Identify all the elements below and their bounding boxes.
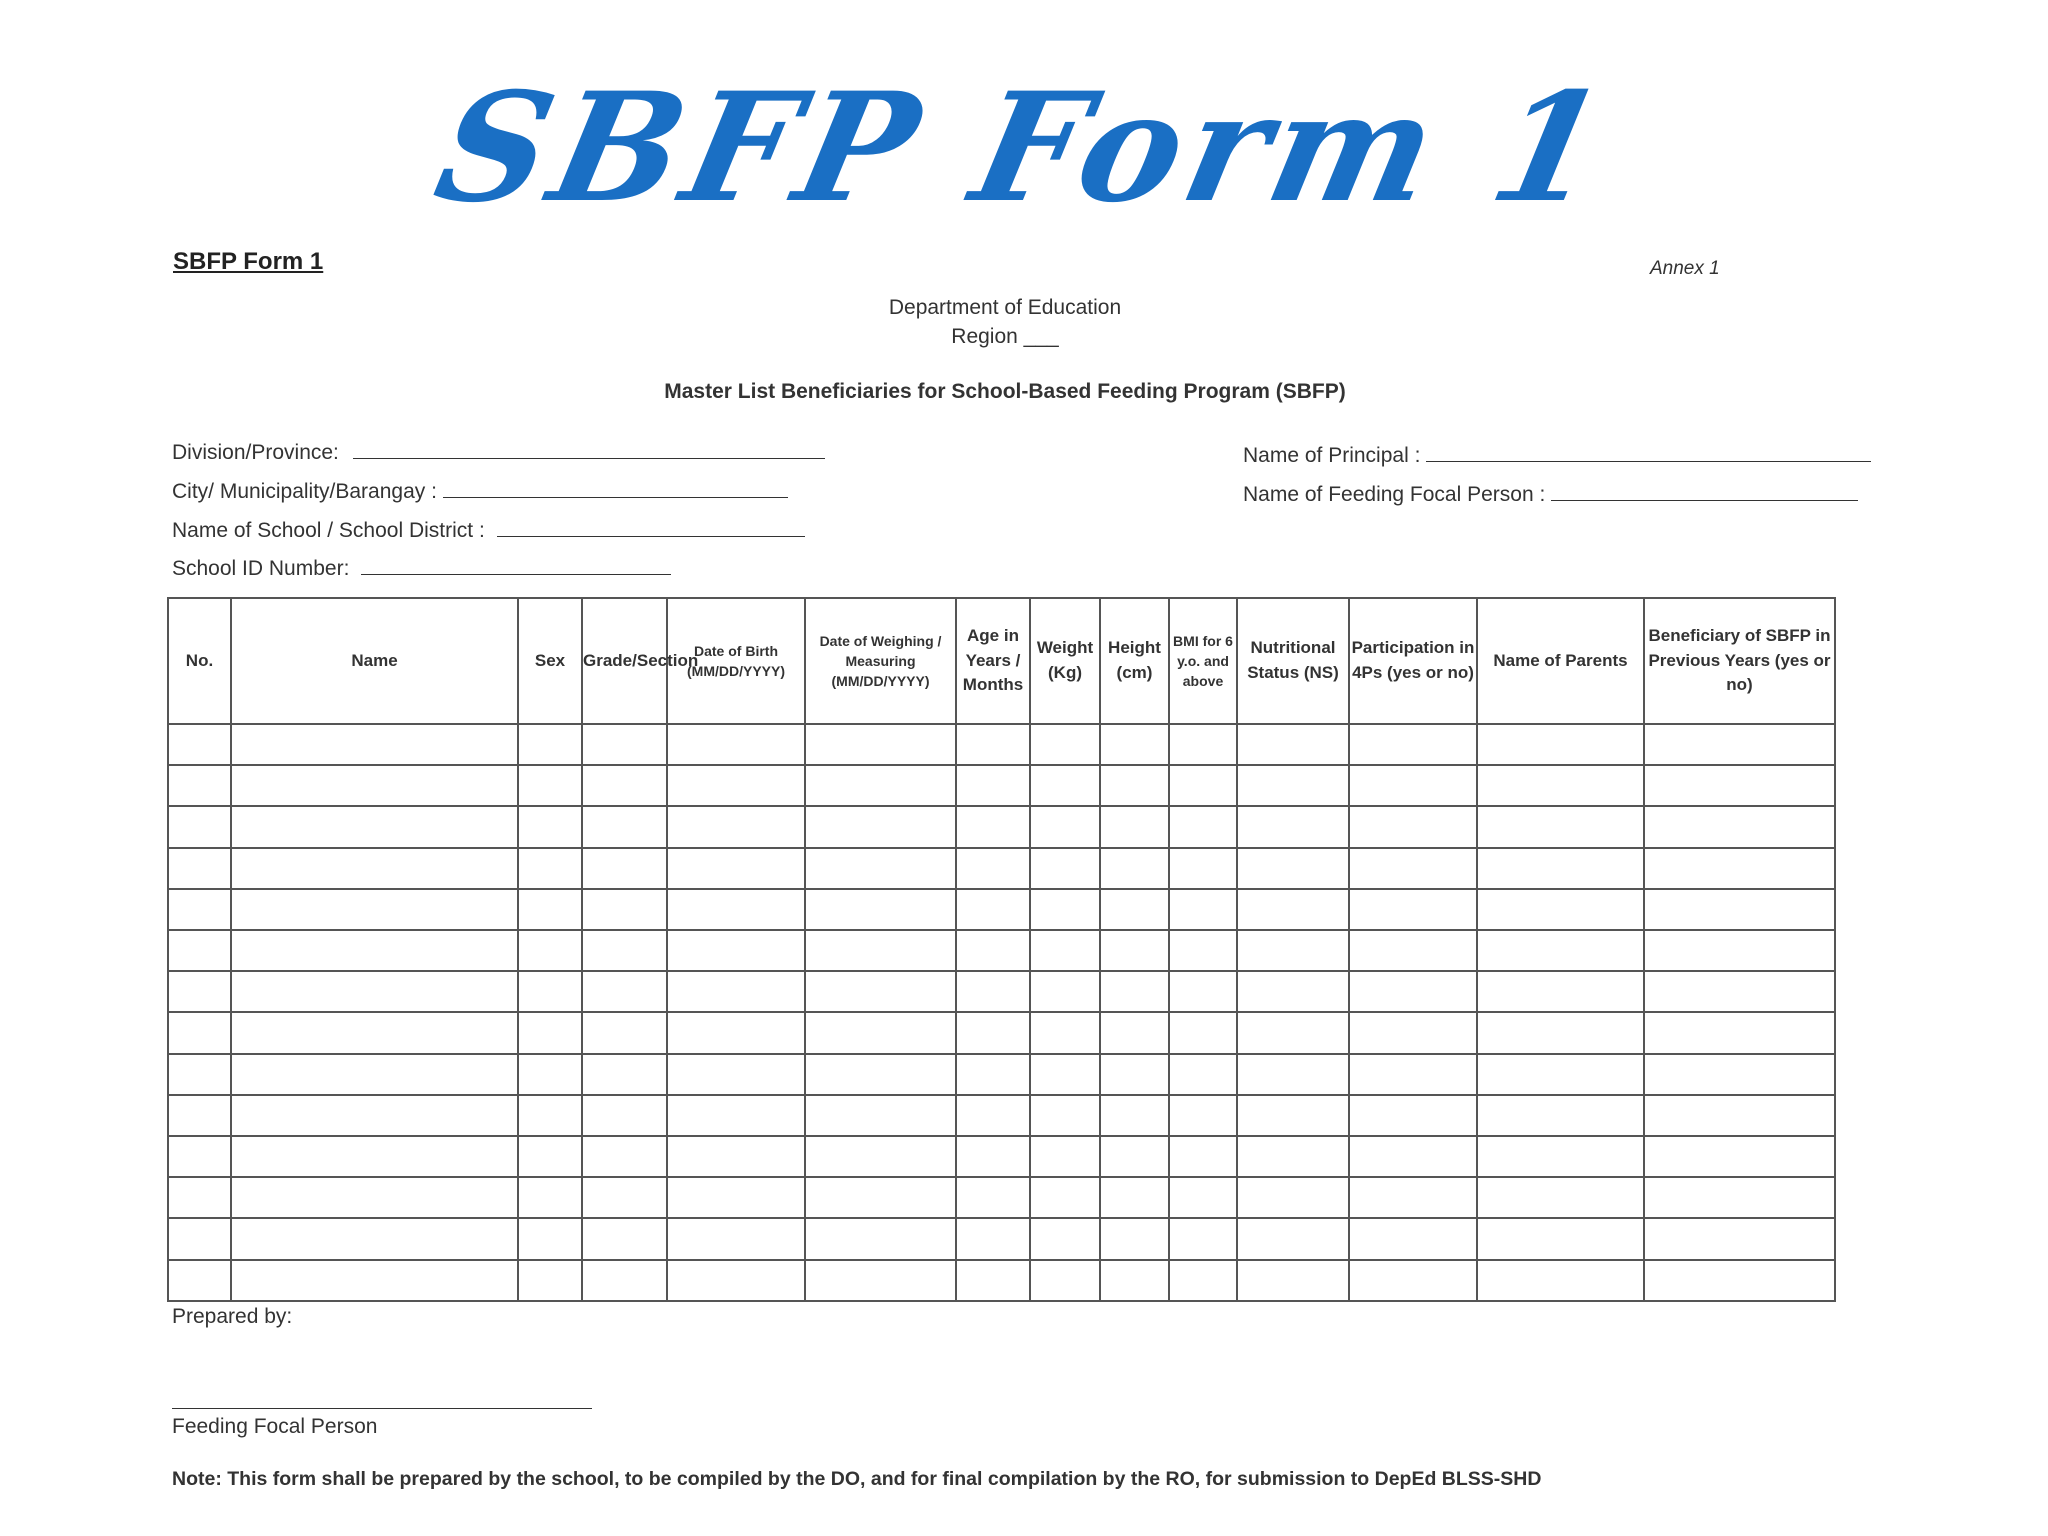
table-cell[interactable]: [1100, 1095, 1169, 1136]
table-cell[interactable]: [1644, 1054, 1835, 1095]
table-cell[interactable]: [231, 1177, 518, 1218]
header-parents: Name of Parents: [1477, 598, 1644, 724]
table-cell[interactable]: [667, 1218, 805, 1259]
table-cell[interactable]: [1349, 1260, 1477, 1301]
table-cell[interactable]: [1169, 1218, 1237, 1259]
table-cell[interactable]: [518, 1054, 582, 1095]
table-cell[interactable]: [1100, 1260, 1169, 1301]
footer-note: Note: This form shall be prepared by the school, to be compiled by the DO, and for final compilation by the RO, for submission to DepEd BLSS-SHD: [172, 1468, 1542, 1490]
table-cell[interactable]: [1644, 971, 1835, 1012]
table-cell[interactable]: [1349, 806, 1477, 847]
table-cell[interactable]: [231, 1054, 518, 1095]
table-row: [168, 930, 1835, 971]
table-cell[interactable]: [667, 930, 805, 971]
table-cell[interactable]: [168, 930, 231, 971]
table-row: [168, 1260, 1835, 1301]
table-cell[interactable]: [1477, 1218, 1644, 1259]
table-cell[interactable]: [956, 930, 1030, 971]
table-cell[interactable]: [168, 1177, 231, 1218]
table-cell[interactable]: [582, 806, 667, 847]
table-cell[interactable]: [805, 1012, 956, 1053]
table-cell[interactable]: [1169, 724, 1237, 765]
table-cell[interactable]: [1237, 1012, 1349, 1053]
table-cell[interactable]: [956, 765, 1030, 806]
field-division: [172, 440, 825, 465]
table-cell[interactable]: [1644, 1012, 1835, 1053]
table-cell[interactable]: [1100, 1012, 1169, 1053]
table-cell[interactable]: [231, 930, 518, 971]
table-cell[interactable]: [667, 889, 805, 930]
header-grade-section: Grade/Section: [582, 598, 667, 724]
table-cell[interactable]: [1169, 971, 1237, 1012]
table-cell[interactable]: [168, 971, 231, 1012]
table-cell[interactable]: [667, 806, 805, 847]
table-cell[interactable]: [518, 806, 582, 847]
table-cell[interactable]: [1100, 724, 1169, 765]
table-cell[interactable]: [805, 889, 956, 930]
table-cell[interactable]: [667, 1136, 805, 1177]
table-cell[interactable]: [518, 889, 582, 930]
field-school-label: Name of School / School District :: [172, 519, 485, 542]
table-cell[interactable]: [956, 889, 1030, 930]
table-cell[interactable]: [168, 1136, 231, 1177]
table-cell[interactable]: [805, 1054, 956, 1095]
table-cell[interactable]: [1030, 724, 1100, 765]
table-cell[interactable]: [805, 1095, 956, 1136]
table-cell[interactable]: [1100, 1177, 1169, 1218]
table-cell[interactable]: [805, 765, 956, 806]
header-age: Age in Years / Months: [956, 598, 1030, 724]
table-cell[interactable]: [1100, 971, 1169, 1012]
table-cell[interactable]: [1169, 806, 1237, 847]
table-row: [168, 1136, 1835, 1177]
table-cell[interactable]: [667, 848, 805, 889]
table-row: [168, 724, 1835, 765]
table-cell[interactable]: [582, 1218, 667, 1259]
table-cell[interactable]: [1644, 889, 1835, 930]
table-cell[interactable]: [1477, 889, 1644, 930]
table-cell[interactable]: [667, 765, 805, 806]
beneficiaries-table: [167, 597, 1836, 1302]
header-sex: Sex: [518, 598, 582, 724]
table-cell[interactable]: [168, 848, 231, 889]
header-name: Name: [231, 598, 518, 724]
table-cell[interactable]: [1030, 1218, 1100, 1259]
field-focal-person-line: [1551, 482, 1858, 501]
table-cell[interactable]: [1477, 724, 1644, 765]
field-principal: [1243, 443, 1871, 468]
table-cell[interactable]: [518, 1177, 582, 1218]
table-cell[interactable]: [231, 806, 518, 847]
table-cell[interactable]: [1477, 848, 1644, 889]
table-cell[interactable]: [231, 1218, 518, 1259]
table-cell[interactable]: [168, 1260, 231, 1301]
header-nutritional-status: Nutritional Status (NS): [1237, 598, 1349, 724]
table-cell[interactable]: [582, 1136, 667, 1177]
table-cell[interactable]: [667, 1054, 805, 1095]
table-cell[interactable]: [1349, 724, 1477, 765]
table-cell[interactable]: [1169, 1136, 1237, 1177]
table-cell[interactable]: [956, 1012, 1030, 1053]
table-header-row: [168, 598, 1835, 724]
table-row: [168, 765, 1835, 806]
prepared-by-label: Prepared by:: [172, 1305, 293, 1328]
table-cell[interactable]: [1030, 806, 1100, 847]
table-cell[interactable]: [518, 1012, 582, 1053]
table-cell[interactable]: [956, 1136, 1030, 1177]
table-cell[interactable]: [1237, 724, 1349, 765]
department-name: Department of Education: [888, 296, 1122, 319]
table-cell[interactable]: [1030, 765, 1100, 806]
table-cell[interactable]: [582, 1095, 667, 1136]
table-cell[interactable]: [231, 848, 518, 889]
table-cell[interactable]: [168, 1012, 231, 1053]
table-cell[interactable]: [805, 1218, 956, 1259]
table-cell[interactable]: [805, 806, 956, 847]
form-label: SBFP Form 1: [173, 248, 324, 275]
field-city-line: [443, 479, 788, 498]
table-cell[interactable]: [1644, 724, 1835, 765]
field-focal-person: [1243, 482, 1858, 507]
table-cell[interactable]: [1030, 1136, 1100, 1177]
master-list-title: Master List Beneficiaries for School-Based Feeding Program (SBFP): [664, 380, 1346, 403]
table-cell[interactable]: [518, 848, 582, 889]
table-cell[interactable]: [1349, 1177, 1477, 1218]
table-cell[interactable]: [1237, 930, 1349, 971]
table-cell[interactable]: [1477, 1054, 1644, 1095]
field-city: [172, 479, 788, 504]
table-row: [168, 1177, 1835, 1218]
table-cell[interactable]: [956, 1177, 1030, 1218]
field-school-id-line: [361, 556, 671, 575]
table-cell[interactable]: [1169, 1095, 1237, 1136]
region-line: Region ___: [951, 325, 1059, 348]
table-row: [168, 1012, 1835, 1053]
field-focal-person-label: Name of Feeding Focal Person :: [1243, 483, 1546, 506]
table-cell[interactable]: [168, 724, 231, 765]
table-cell[interactable]: [1477, 1260, 1644, 1301]
table-cell[interactable]: [1030, 971, 1100, 1012]
table-cell[interactable]: [956, 1260, 1030, 1301]
table-cell[interactable]: [805, 724, 956, 765]
table-cell[interactable]: [231, 1136, 518, 1177]
table-cell[interactable]: [1237, 889, 1349, 930]
table-cell[interactable]: [956, 806, 1030, 847]
table-cell[interactable]: [582, 848, 667, 889]
table-cell[interactable]: [168, 1054, 231, 1095]
field-division-label: Division/Province:: [172, 441, 339, 464]
table-cell[interactable]: [1237, 1218, 1349, 1259]
table-cell[interactable]: [518, 1095, 582, 1136]
table-cell[interactable]: [231, 971, 518, 1012]
table-cell[interactable]: [1237, 765, 1349, 806]
table-cell[interactable]: [518, 765, 582, 806]
table-cell[interactable]: [1477, 1012, 1644, 1053]
table-cell[interactable]: [1644, 1218, 1835, 1259]
table-cell[interactable]: [667, 1260, 805, 1301]
table-row: [168, 971, 1835, 1012]
table-cell[interactable]: [1644, 848, 1835, 889]
table-cell[interactable]: [1349, 1095, 1477, 1136]
table-cell[interactable]: [667, 1095, 805, 1136]
table-cell[interactable]: [805, 1260, 956, 1301]
table-cell[interactable]: [1030, 1177, 1100, 1218]
table-cell[interactable]: [1477, 930, 1644, 971]
header-bmi: BMI for 6 y.o. and above: [1169, 598, 1237, 724]
table-cell[interactable]: [667, 1012, 805, 1053]
table-cell[interactable]: [168, 889, 231, 930]
table-cell[interactable]: [1237, 1136, 1349, 1177]
table-cell[interactable]: [582, 1012, 667, 1053]
table-cell[interactable]: [1477, 806, 1644, 847]
table-cell[interactable]: [582, 1054, 667, 1095]
table-row: [168, 1218, 1835, 1259]
annex-label: Annex 1: [1650, 258, 1720, 279]
header-date-of-weighing: Date of Weighing / Measuring (MM/DD/YYYY): [805, 598, 956, 724]
table-row: [168, 1095, 1835, 1136]
table-cell[interactable]: [518, 1260, 582, 1301]
table-cell[interactable]: [956, 1054, 1030, 1095]
table-cell[interactable]: [1237, 848, 1349, 889]
field-principal-line: [1426, 443, 1871, 462]
table-cell[interactable]: [1644, 765, 1835, 806]
table-cell[interactable]: [1477, 765, 1644, 806]
header-previous-beneficiary: Beneficiary of SBFP in Previous Years (yes or no): [1644, 598, 1835, 724]
table-cell[interactable]: [582, 889, 667, 930]
header-date-of-birth: Date of Birth (MM/DD/YYYY): [667, 598, 805, 724]
table-cell[interactable]: [1100, 1136, 1169, 1177]
table-cell[interactable]: [1349, 1054, 1477, 1095]
header-no: No.: [168, 598, 231, 724]
table-cell[interactable]: [805, 1136, 956, 1177]
table-cell[interactable]: [1477, 1177, 1644, 1218]
table-cell[interactable]: [1100, 1054, 1169, 1095]
table-cell[interactable]: [1349, 930, 1477, 971]
table-cell[interactable]: [1100, 848, 1169, 889]
table-cell[interactable]: [231, 724, 518, 765]
table-cell[interactable]: [667, 1177, 805, 1218]
table-cell[interactable]: [1169, 848, 1237, 889]
field-school-line: [497, 518, 805, 537]
table-cell[interactable]: [231, 1012, 518, 1053]
table-cell[interactable]: [1237, 1260, 1349, 1301]
table-cell[interactable]: [1349, 1218, 1477, 1259]
table-cell[interactable]: [956, 848, 1030, 889]
table-cell[interactable]: [956, 1218, 1030, 1259]
table-cell[interactable]: [168, 1095, 231, 1136]
table-cell[interactable]: [1030, 1260, 1100, 1301]
table-cell[interactable]: [1030, 1012, 1100, 1053]
table-cell[interactable]: [518, 1218, 582, 1259]
table-cell[interactable]: [582, 971, 667, 1012]
table-cell[interactable]: [1169, 765, 1237, 806]
table-cell[interactable]: [805, 1177, 956, 1218]
table-cell[interactable]: [1169, 889, 1237, 930]
table-cell[interactable]: [1169, 1054, 1237, 1095]
table-cell[interactable]: [231, 1260, 518, 1301]
table-cell[interactable]: [1169, 1012, 1237, 1053]
table-cell[interactable]: [518, 724, 582, 765]
field-school-id: [172, 556, 671, 581]
table-cell[interactable]: [1030, 930, 1100, 971]
table-cell[interactable]: [582, 930, 667, 971]
table-cell[interactable]: [805, 971, 956, 1012]
table-cell[interactable]: [1030, 889, 1100, 930]
table-cell[interactable]: [1644, 930, 1835, 971]
table-cell[interactable]: [231, 1095, 518, 1136]
signature-line: [172, 1408, 592, 1409]
table-cell[interactable]: [805, 848, 956, 889]
header-height: Height (cm): [1100, 598, 1169, 724]
table-row: [168, 1054, 1835, 1095]
table-cell[interactable]: [1644, 1260, 1835, 1301]
table-cell[interactable]: [956, 724, 1030, 765]
table-cell[interactable]: [582, 724, 667, 765]
table-cell[interactable]: [582, 765, 667, 806]
signature-role: Feeding Focal Person: [172, 1415, 378, 1438]
banner-title: SBFP Form 1: [422, 60, 1626, 236]
table-cell[interactable]: [1100, 930, 1169, 971]
table-cell[interactable]: [1644, 1095, 1835, 1136]
table-cell[interactable]: [518, 971, 582, 1012]
field-school-id-label: School ID Number:: [172, 557, 350, 580]
table-cell[interactable]: [1237, 806, 1349, 847]
table-cell[interactable]: [1349, 1012, 1477, 1053]
table-cell[interactable]: [1169, 930, 1237, 971]
table-cell[interactable]: [1477, 1095, 1644, 1136]
table-cell[interactable]: [1169, 1177, 1237, 1218]
table-cell[interactable]: [1030, 848, 1100, 889]
table-cell[interactable]: [1644, 1136, 1835, 1177]
table-cell[interactable]: [1349, 1136, 1477, 1177]
table-row: [168, 806, 1835, 847]
table-cell[interactable]: [1477, 1136, 1644, 1177]
header-weight: Weight (Kg): [1030, 598, 1100, 724]
field-division-line: [353, 440, 825, 459]
table-cell[interactable]: [168, 1218, 231, 1259]
table-cell[interactable]: [1349, 889, 1477, 930]
table-cell[interactable]: [582, 1260, 667, 1301]
table-cell[interactable]: [956, 971, 1030, 1012]
table-cell[interactable]: [518, 930, 582, 971]
table-cell[interactable]: [667, 724, 805, 765]
table-cell[interactable]: [1644, 806, 1835, 847]
table-cell[interactable]: [1237, 1095, 1349, 1136]
table-cell[interactable]: [518, 1136, 582, 1177]
table-cell[interactable]: [1349, 765, 1477, 806]
table-cell[interactable]: [1477, 971, 1644, 1012]
table-cell[interactable]: [168, 765, 231, 806]
table-cell[interactable]: [1349, 971, 1477, 1012]
table-cell[interactable]: [1237, 1177, 1349, 1218]
table-cell[interactable]: [1100, 889, 1169, 930]
table-cell[interactable]: [231, 765, 518, 806]
table-cell[interactable]: [1644, 1177, 1835, 1218]
table-cell[interactable]: [805, 930, 956, 971]
table-cell[interactable]: [1100, 1218, 1169, 1259]
table-cell[interactable]: [582, 1177, 667, 1218]
table-cell[interactable]: [1349, 848, 1477, 889]
table-row: [168, 889, 1835, 930]
table-row: [168, 848, 1835, 889]
header-4ps: Participation in 4Ps (yes or no): [1349, 598, 1477, 724]
table-cell[interactable]: [1169, 1260, 1237, 1301]
table-cell[interactable]: [168, 806, 231, 847]
table-cell[interactable]: [1100, 806, 1169, 847]
field-principal-label: Name of Principal :: [1243, 444, 1421, 467]
table-cell[interactable]: [1237, 971, 1349, 1012]
table-cell[interactable]: [1237, 1054, 1349, 1095]
table-cell[interactable]: [667, 971, 805, 1012]
table-cell[interactable]: [956, 1095, 1030, 1136]
table-cell[interactable]: [1030, 1095, 1100, 1136]
table-cell[interactable]: [1030, 1054, 1100, 1095]
table-cell[interactable]: [1100, 765, 1169, 806]
field-school: [172, 518, 805, 543]
field-city-label: City/ Municipality/Barangay :: [172, 480, 437, 503]
table-cell[interactable]: [231, 889, 518, 930]
